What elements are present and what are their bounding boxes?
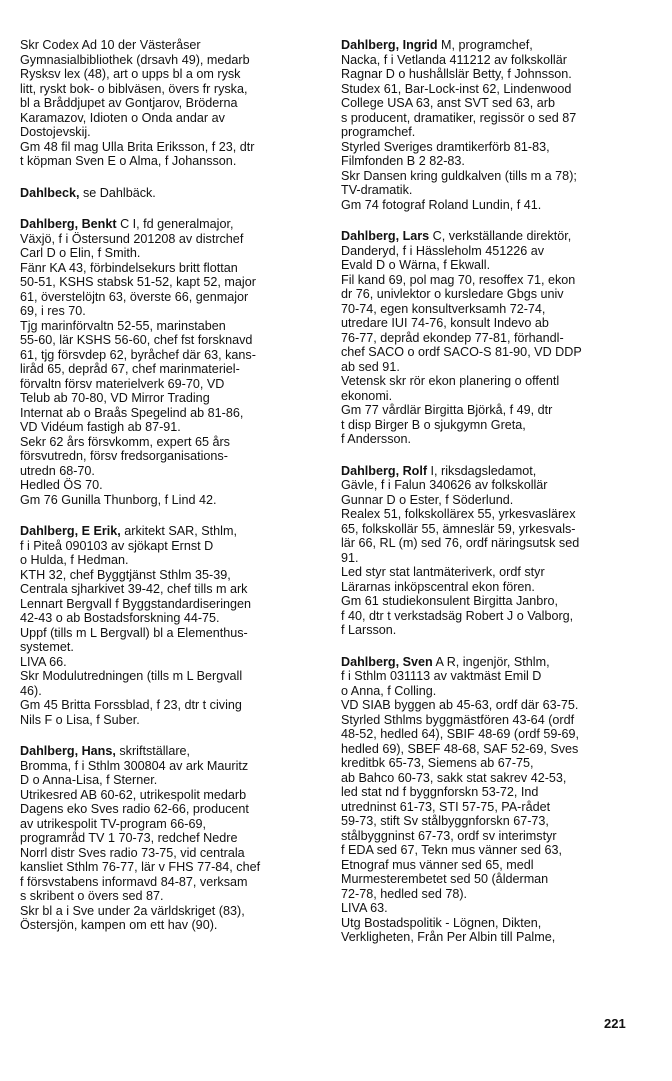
- entry-line: kreditbk 65-73, Siemens ab 67-75,: [341, 756, 534, 770]
- entry-title: skriftställare,: [115, 744, 191, 758]
- entry-line: Vetensk skr rör ekon planering o offentl: [341, 374, 560, 388]
- entry-heading-line: [20, 744, 320, 759]
- entry-line: LIVA 66.: [20, 654, 67, 669]
- entry-line: hedled 69), SBEF 48-68, SAF 52-69, Sves: [341, 741, 579, 756]
- entry-name: Dahlberg, Ingrid: [341, 38, 438, 52]
- entry-line: Norrl distr Sves radio 73-75, vid centrala: [20, 845, 245, 860]
- biography-entry: [341, 38, 641, 212]
- entry-name: Dahlberg, Lars: [341, 229, 430, 243]
- entry-line: Centrala sjharkivet 39-42, chef tills m ark: [20, 582, 248, 596]
- entry-line: Skr Codex Ad 10 der Västeråser: [20, 38, 201, 52]
- biography-entry: [341, 464, 641, 638]
- entry-title: C, verkställande direktör,: [429, 229, 572, 243]
- entry-line: systemet.: [20, 640, 74, 654]
- entry-line: utredn 68-70.: [20, 463, 95, 478]
- entry-line: Verkligheten, Från Per Albin till Palme,: [341, 930, 556, 944]
- entry-line: Realex 51, folkskollärex 55, yrkesvaslärex: [341, 507, 576, 521]
- biography-entry: [341, 655, 641, 945]
- entry-line: Nacka, f i Vetlanda 411212 av folkskollär: [341, 52, 567, 67]
- biography-entry: [20, 38, 320, 169]
- entry-line: LIVA 63.: [341, 901, 388, 915]
- entry-line: programråd TV 1 70-73, redchef Nedre: [20, 831, 238, 845]
- biography-entry: [20, 524, 320, 727]
- entry-line: Telub ab 70-80, VD Mirror Trading: [20, 391, 210, 405]
- entry-line: s producent, dramatiker, regissör o sed 87: [341, 110, 577, 125]
- entry-line: bl a Bråddjupet av Gontjarov, Bröderna: [20, 96, 238, 110]
- entry-title: se Dahlbäck.: [79, 185, 156, 200]
- entry-line: Studex 61, Bar-Lock-inst 62, Lindenwood: [341, 81, 572, 96]
- entry-line: 61, tjg försvdep 62, byråchef där 63, kans-: [20, 347, 256, 362]
- entry-line: chef SACO o ordf SACO-S 81-90, VD DDP: [341, 345, 582, 359]
- entry-line: Gm 77 vårdlär Birgitta Björkå, f 49, dtr: [341, 403, 553, 417]
- entry-line: 42-43 o ab Bostadsforskning 44-75.: [20, 611, 220, 625]
- entry-line: Nils F o Lisa, f Suber.: [20, 712, 140, 727]
- entry-line: Gm 48 fil mag Ulla Brita Eriksson, f 23, dtr: [20, 139, 255, 154]
- entry-line: led stat nd f byggnforskn 53-72, Ind: [341, 785, 539, 799]
- entry-line: Evald D o Wärna, f Ekwall.: [341, 258, 491, 272]
- entry-line: f EDA sed 67, Tekn mus vänner sed 63,: [341, 843, 562, 857]
- entry-line: Dagens eko Sves radio 62-66, producent: [20, 802, 249, 816]
- entry-line: ekonomi.: [341, 388, 393, 403]
- entry-line: Filmfonden B 2 82-83.: [341, 154, 465, 168]
- entry-line: försvutredn, försv fredsorganisations-: [20, 449, 228, 463]
- entry-line: VD SIAB byggen ab 45-63, ordf där 63-75.: [341, 698, 579, 712]
- entry-line: Styrled Sthlms byggmästfören 43-64 (ordf: [341, 712, 575, 727]
- entry-line: Rysksv lex (48), art o upps bl a om rysk: [20, 67, 241, 81]
- entry-line: 91.: [341, 550, 359, 565]
- entry-line: s skribent o övers sed 87.: [20, 889, 164, 903]
- entry-line: Skr bl a i Sve under 2a världskriget (83),: [20, 903, 245, 918]
- entry-line: dr 76, univlektor o kursledare Gbgs univ: [341, 287, 564, 301]
- biography-entry: [20, 217, 320, 507]
- entry-line: D o Anna-Lisa, f Sterner.: [20, 773, 158, 787]
- entry-line: ab Bahco 60-73, sakk stat sakrev 42-53,: [341, 770, 567, 785]
- entry-heading-line: [20, 524, 320, 539]
- entry-line: av utrikespolit TV-program 66-69,: [20, 816, 206, 831]
- entry-line: Utg Bostadspolitik - Lögnen, Dikten,: [341, 915, 542, 930]
- entry-line: Uppf (tills m L Bergvall) bl a Elementhus-: [20, 625, 248, 640]
- entry-line: Gm 61 studiekonsulent Birgitta Janbro,: [341, 594, 559, 608]
- entry-line: Dostojevskij.: [20, 125, 91, 139]
- entry-line: Gävle, f i Falun 340626 av folkskollär: [341, 478, 548, 492]
- entry-heading-line: [341, 464, 641, 479]
- entry-line: Gunnar D o Ester, f Söderlund.: [341, 492, 514, 507]
- entry-line: Fil kand 69, pol mag 70, resoffex 71, ekon: [341, 272, 576, 287]
- entry-line: t disp Birger B o sjukgymn Greta,: [341, 417, 526, 432]
- entry-title: A R, ingenjör, Sthlm,: [432, 654, 550, 669]
- entry-line: College USA 63, anst SVT sed 63, arb: [341, 96, 555, 110]
- entry-line: Gymnasialbibliothek (drsavh 49), medarb: [20, 52, 250, 67]
- entry-line: 59-73, stift Sv stålbyggnforskn 67-73,: [341, 814, 549, 828]
- entry-line: Etnograf mus vänner sed 65, medl: [341, 857, 534, 872]
- entry-line: Gm 45 Britta Forssblad, f 23, dtr t civing: [20, 698, 242, 712]
- page-number: 221: [604, 1016, 626, 1031]
- entry-line: 69, i res 70.: [20, 304, 86, 318]
- entry-line: Hedled ÖS 70.: [20, 478, 103, 492]
- entry-name: Dahlberg, E Erik,: [20, 524, 121, 538]
- entry-line: f i Sthlm 031113 av vaktmäst Emil D: [341, 669, 542, 683]
- entry-line: f försvstabens informavd 84-87, verksam: [20, 874, 248, 889]
- entry-name: Dahlberg, Hans,: [20, 744, 116, 758]
- entry-line: Led styr stat lantmäteriverk, ordf styr: [341, 565, 545, 579]
- entry-line: utredare IUI 74-76, konsult Indevo ab: [341, 316, 549, 330]
- entry-line: Bromma, f i Sthlm 300804 av ark Mauritz: [20, 758, 249, 773]
- left-column: [20, 38, 320, 950]
- entry-heading-line: [20, 217, 320, 232]
- right-column: [341, 38, 641, 962]
- entry-title: C I, fd generalmajor,: [116, 217, 234, 231]
- entry-line: Carl D o Elin, f Smith.: [20, 246, 141, 260]
- entry-line: TV-dramatik.: [341, 183, 413, 197]
- entry-line: f Larsson.: [341, 623, 397, 637]
- entry-title: I, riksdagsledamot,: [427, 463, 537, 478]
- entry-title: M, programchef,: [437, 38, 533, 52]
- entry-line: Sekr 62 års försvkomm, expert 65 års: [20, 434, 230, 449]
- entry-line: Fänr KA 43, förbindelsekurs britt flottan: [20, 260, 238, 275]
- entry-line: 72-78, hedled sed 78).: [341, 886, 468, 901]
- biography-entry: [341, 229, 641, 447]
- entry-line: Danderyd, f i Hässleholm 451226 av: [341, 243, 545, 258]
- entry-line: 61, överstelöjtn 63, överste 66, genmajor: [20, 289, 249, 304]
- entry-line: Lärarnas inköpscentral ekon fören.: [341, 579, 535, 594]
- entry-line: 55-60, lär KSHS 56-60, chef fst forsknavd: [20, 333, 253, 347]
- entry-line: 46).: [20, 683, 42, 698]
- entry-line: Östersjön, kampen om ett hav (90).: [20, 918, 218, 932]
- entry-line: 48-52, hedled 64), SBIF 48-69 (ordf 59-69,: [341, 727, 580, 741]
- entry-name: Dahlberg, Benkt: [20, 217, 117, 231]
- entry-line: f 40, dtr t verkstadsäg Robert J o Valborg,: [341, 608, 574, 623]
- entry-line: Lennart Bergvall f Byggstandardiseringen: [20, 596, 252, 611]
- entry-line: Internat ab o Braås Spegelind ab 81-86,: [20, 405, 244, 420]
- entry-name: Dahlberg, Sven: [341, 654, 433, 669]
- entry-line: Skr Dansen kring guldkalven (tills m a 78);: [341, 168, 577, 183]
- entry-heading-line: [341, 229, 641, 244]
- entry-line: utredninst 61-73, STI 57-75, PA-rådet: [341, 799, 551, 814]
- biography-entry: [20, 744, 320, 933]
- entry-line: ab sed 91.: [341, 359, 400, 374]
- biography-entry: [20, 186, 320, 201]
- entry-line: Växjö, f i Östersund 201208 av distrchef: [20, 231, 244, 246]
- entry-name: Dahlbeck,: [20, 185, 80, 200]
- entry-line: lär 66, RL (m) sed 76, ordf näringsutsk sed: [341, 536, 580, 550]
- entry-title: arkitekt SAR, Sthlm,: [120, 524, 237, 538]
- entry-line: Ragnar D o hushållslär Betty, f Johnsson.: [341, 67, 572, 81]
- entry-line: Murmesterembetet sed 50 (ålderman: [341, 872, 549, 886]
- entry-line: litt, ryskt bok- o biblväsen, övers fr ryska,: [20, 81, 248, 96]
- entry-line: o Hulda, f Hedman.: [20, 553, 129, 567]
- entry-line: o Anna, f Colling.: [341, 683, 437, 698]
- entry-heading-line: [341, 655, 641, 670]
- entry-line: 50-51, KSHS stabsk 51-52, kapt 52, major: [20, 275, 256, 289]
- entry-name: Dahlberg, Rolf: [341, 463, 428, 478]
- entry-line: 76-77, depråd ekondep 77-81, förhandl-: [341, 330, 564, 345]
- entry-line: t köpman Sven E o Alma, f Johansson.: [20, 154, 237, 168]
- entry-line: f i Piteå 090103 av sjökapt Ernst D: [20, 538, 214, 553]
- entry-heading-line: [20, 186, 320, 201]
- entry-line: Gm 74 fotograf Roland Lundin, f 41.: [341, 197, 542, 212]
- entry-line: kansliet Sthlm 76-77, lär v FHS 77-84, chef: [20, 860, 261, 874]
- entry-heading-line: [341, 38, 641, 53]
- entry-line: liråd 65, depråd 67, chef marinmateriel-: [20, 362, 240, 376]
- entry-line: Karamazov, Idioten o Onda andar av: [20, 110, 225, 125]
- entry-line: förvaltn försv materielverk 69-70, VD: [20, 376, 225, 391]
- entry-line: Gm 76 Gunilla Thunborg, f Lind 42.: [20, 492, 217, 507]
- entry-line: KTH 32, chef Byggtjänst Sthlm 35-39,: [20, 567, 231, 582]
- entry-line: VD Vidéum fastigh ab 87-91.: [20, 420, 181, 434]
- entry-line: programchef.: [341, 125, 416, 139]
- entry-line: Skr Modulutredningen (tills m L Bergvall: [20, 669, 243, 683]
- entry-line: Styrled Sveriges dramtikerförb 81-83,: [341, 139, 550, 154]
- entry-line: 65, folkskollär 55, ämneslär 59, yrkesvals-: [341, 521, 576, 536]
- entry-line: f Andersson.: [341, 432, 412, 446]
- entry-line: Utrikesred AB 60-62, utrikespolit medarb: [20, 787, 247, 802]
- entry-line: Tjg marinförvaltn 52-55, marinstaben: [20, 318, 226, 333]
- entry-line: stålbyggninst 67-73, ordf sv interimstyr: [341, 828, 557, 843]
- entry-line: 70-74, egen konsultverksamh 72-74,: [341, 301, 546, 316]
